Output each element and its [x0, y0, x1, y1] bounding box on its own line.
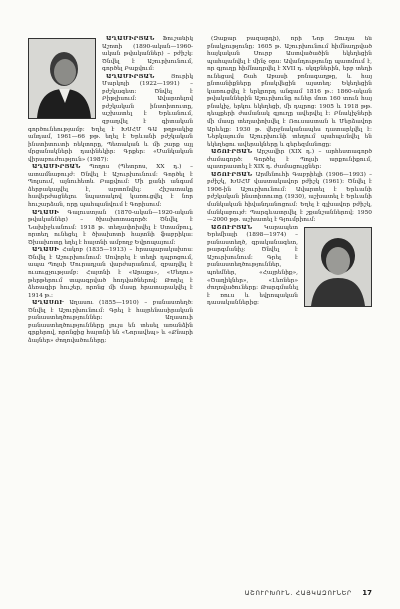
entry-headword: ԱՇՈՒՐՅԱՆ	[211, 224, 253, 231]
encyclopedia-entry	[207, 36, 372, 149]
portrait-photo-man	[28, 38, 96, 119]
entry-headword: ԱՂԱՍՈՒ	[32, 300, 64, 307]
entry-headword: ԱՂԱՍԻ	[32, 209, 59, 216]
page-footer	[28, 588, 372, 598]
entry-headword: ԱՇՈՒՐՅԱՆ	[211, 149, 253, 156]
right-column	[207, 36, 372, 564]
encyclopedia-entry	[28, 247, 193, 300]
entry-text: Յուրիկ Մարկոյի (1922—1991) – բժշկագետ: Ծնվել է Բիթլիսում: Ավարտելով բժշկական ինստիտուտը, աշխատել է Երևանում, զբաղվել է գիտական գործունեությամբ: Եղել է ԽՍՀՄ ԳԱ թղթակից անդամ, 1961—66 թթ. եղել է Երևանի բժշկական ինստիտուտի ռեկտորը, Պետական և մի շարք այլ մրցանակների դափնեկիր: Գրքեր: «Մանկական վիրաբուժություն» (1987):	[28, 73, 193, 163]
entry-text: Աղասու (1855—1910) – բանաստեղծ: Ծնվել է Աշուրխունում: Գրել է հայրենասիրական բանաստեղծություններ: Աղասուի բանաստեղծությունները լույս են տեսել առանձին գրքերով, որոնցից հայտնի են «Նորավեպ» և «Քնարի ձայներ» ժողովածուները:	[28, 300, 193, 344]
entry-headword: ԱՂԱՄԻՐՅԱՆ	[106, 36, 155, 42]
page-number: 17	[362, 589, 372, 597]
encyclopedia-entry	[28, 164, 193, 209]
left-column	[28, 36, 193, 564]
entry-text: Գալուստյան (1870-ական—1920-ական թվականներ) – ծխախոտագործ: Ծնվել է Նախիջևանում: 1918 թ. տեղափոխվել է Ստամբուլ, որտեղ ունեցել է ծխախոտի հայտնի ֆաբրիկա: Ծխախոտը եղել է հայտնի ամբողջ Եվրոպայում:	[28, 209, 193, 246]
entry-text: Ֆուշանիկ Աշոտի (1890-ական—1960-ական թվականներ) – բժիշկ: Ծնվել է Աշուրխունում, գործել Բաքվում:	[102, 36, 193, 73]
entry-headword: ԱՂԱՄԻՐՅԱՆ	[106, 73, 155, 80]
columns	[28, 36, 372, 564]
entry-text: (Զաքար բազարդի), որի Նոր Զուղա են բնակչությունը: 1605 թ. Աշուրխունում հիմնադրված հայկական Սուրբ Աստվածածին եկեղեցին պահպանվել է մինչ օրս: Ավանդությունը պատմում է, որ գյուղը հիմնադրվել է XVII դ. սկզբներին, երբ տեղի ունեցավ Շահ Աբասի բռնագաղթը, և հայ ընտանիքները բնակվեցին այստեղ: Եկեղեցին կառուցվել է երկրորդ անգամ 1816 թ.: 1860-ական թվականներին Աշուրխունը ուներ մոտ 160 տուն հայ բնակիչ, երկու եկեղեցի, մի դպրոց: 1905 և 1918 թթ. դեպքերի ժամանակ գյուղը ավերվել է: Բնակիչների մի մասը տեղափոխվել է Ռուսաստան և Մերձավոր Արևելք: 1930 թ. վերջնականապես դատարկվել է: Ներկայումս Աշուրխունի տեղում պահպանվել են եկեղեցու ավերակները և գերեզմանոցը:	[207, 36, 372, 148]
entry-text: Կարապետ Երեմիայի (1898—1974) – բանաստեղծ, գրականագետ, թարգմանիչ: Ծնվել է Աշուրխունում: Գրել է բանաստեղծություններ, պոեմներ, «Հայրենիք», «Ծաղիկներ», «Լեռներ» ժողովածուները: Թարգմանել է ռուս և եվրոպական դասականներից:	[207, 224, 298, 307]
portrait-man-image	[29, 39, 95, 118]
entry-text: Արշավիր (XIX դ.) – արհեստագործ ժամագործ: Գործել է Պոլսի արքունիքում, պատրաստել է XIX դ. ժամացույցներ:	[207, 149, 372, 171]
entry-headword: ԱՂԱՍԻ	[32, 247, 59, 254]
encyclopedia-entry	[207, 172, 372, 225]
entry-headword: ԱՇՈՒՐՅԱՆ	[211, 171, 253, 178]
portrait-woman-image	[305, 228, 371, 306]
portrait-photo-woman	[304, 227, 372, 307]
encyclopedia-entry	[207, 149, 372, 172]
entry-headword: ԱՂԱՄԻՐՅԱՆ	[32, 164, 81, 171]
running-title: ԱՇՈՒՐԽՈՒՆ. ՀԱՅԿԱԶՈՒՆԵՐ	[244, 589, 352, 597]
entry-text: Հակոբ (1835—1913) – հրապարակախոս: Ծնվել է Աշուրխունում: Սովորել է տեղի դպրոցում, ապա Պոլսի Մուրադյան վարժարանում, զբաղվել է ուսուցչությամբ: Հայտնի է «Արաքս», «Մեղու» թերթերում տպագրված հոդվածներով: Թողել է ձեռագիր հուշեր, որոնց մի մասը հրատարակվել է 1914 թ.:	[28, 247, 193, 299]
entry-text: Պողոս (Պետրոս, XX դ.) – ատամնաբույժ: Ծնվել է Աշուրխունում: Գործել է Պոլսում, այնուհետև Բաքվում: Մի քանի անգամ ձերբակալվել է, արտոնվել: Հիշատակը հավերժացնելու նպատակով կառուցվել է նոր հուշարձան, որը պահպանվում է Գորիսում:	[28, 164, 193, 209]
entry-text: Արմենուհի Գաբրիելի (1906—1993) – բժիշկ, ԽՍՀՄ վաստակավոր բժիշկ (1961): Ծնվել է 1906-ին Աշուրխունում: Ավարտել է Երևանի բժշկական ինստիտուտը (1930), աշխատել է Երևանի մանկական հիվանդանոցում: Եղել է գլխավոր բժիշկ, մանկաբույժ: Պարգևատրվել է շքանշաններով: 1950—2000 թթ. աշխատել է Գյումրիում:	[207, 171, 372, 224]
encyclopedia-entry	[28, 210, 193, 248]
encyclopedia-entry	[28, 300, 193, 345]
